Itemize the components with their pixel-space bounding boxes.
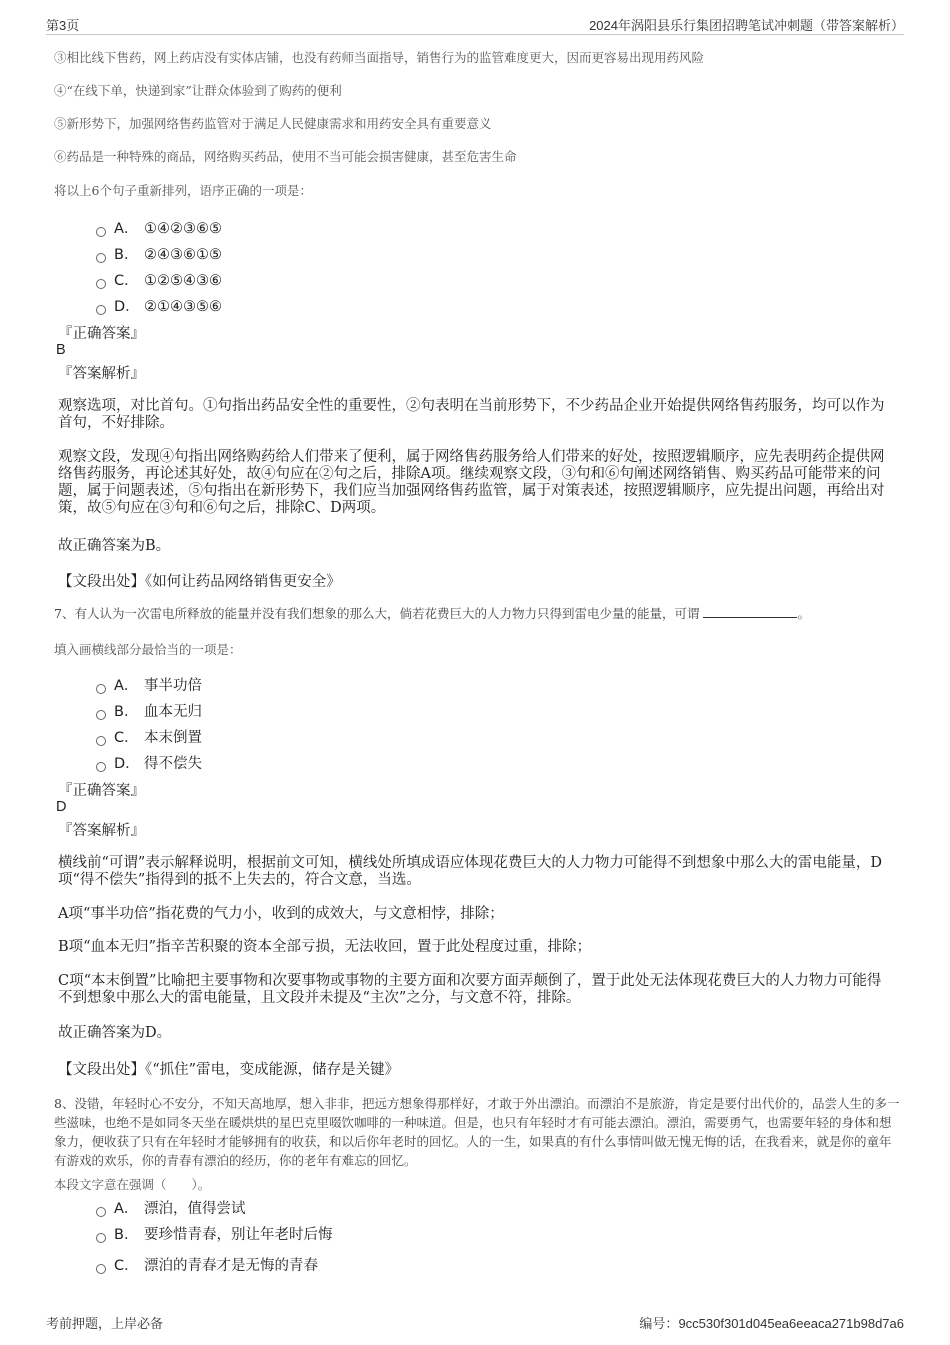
option-d[interactable]: D． ②①④③⑤⑥ xyxy=(96,295,222,316)
question-7-stem: 7、有人认为一次雷电所释放的能量并没有我们想象的那么大，倘若花费巨大的人力物力只得到雷电少量的能量，可谓 。 xyxy=(54,606,810,621)
analysis-paragraph: 观察文段，发现④句指出网络购药给人们带来了便利，属于网络售药服务给人们带来的好处，按照逻辑顺序，应先表明药企提供网络售药服务，再论述其好处，故④句应在②句之后，排除A项。继续观察文段，③句和⑥句阐述网络销售、购买药品可能带来的问题，属于问题表述，⑤句指出在新形势下，我们应当加强网络售药监管，属于对策表述，按照逻辑顺序，应先提出问题，再给出对策，故⑤句应在③句和⑥句之后，排除C、D两项。 xyxy=(58,449,885,516)
radio-icon[interactable] xyxy=(96,1264,106,1274)
fill-blank xyxy=(703,605,797,618)
radio-icon[interactable] xyxy=(96,1233,106,1243)
analysis-conclusion: 故正确答案为B。 xyxy=(58,538,171,554)
answer-label: 『正确答案』 xyxy=(58,783,145,799)
option-c[interactable]: C． 漂泊的青春才是无悔的青春 xyxy=(96,1254,318,1275)
radio-icon[interactable] xyxy=(96,253,106,263)
option-d[interactable]: D． 得不偿失 xyxy=(96,752,202,773)
footer-slogan: 考前押题，上岸必备 xyxy=(46,1317,164,1332)
radio-icon[interactable] xyxy=(96,1207,106,1217)
radio-icon[interactable] xyxy=(96,736,106,746)
document-code: 编号：9cc530f301d045ea6eeaca271b98d7a6 xyxy=(639,1316,904,1332)
radio-icon[interactable] xyxy=(96,279,106,289)
analysis-label: 『答案解析』 xyxy=(58,823,145,839)
sentence-3: ③相比线下售药，网上药店没有实体店铺，也没有药师当面指导，销售行为的监管难度更大，因而更容易出现用药风险 xyxy=(54,50,705,65)
analysis-paragraph: A项“事半功倍”指花费的气力小，收到的成效大，与文意相悖，排除； xyxy=(58,906,504,922)
question-prompt: 本段文字意在强调（ ）。 xyxy=(54,1177,211,1192)
page-footer xyxy=(46,1313,904,1333)
option-c[interactable]: C． 本末倒置 xyxy=(96,726,202,747)
passage-source: 【文段出处】《如何让药品网络销售更安全》 xyxy=(58,574,341,590)
radio-icon[interactable] xyxy=(96,762,106,772)
option-a[interactable]: A． 事半功倍 xyxy=(96,674,202,695)
analysis-paragraph: B项“血本无归”指辛苦积聚的资本全部亏损，无法收回，置于此处程度过重，排除； xyxy=(58,939,591,955)
option-a[interactable]: A． ①④②③⑥⑤ xyxy=(96,217,222,238)
page-number: 第3页 xyxy=(46,18,80,33)
option-b[interactable]: B． 血本无归 xyxy=(96,700,202,721)
analysis-paragraph: 观察选项，对比首句。①句指出药品安全性的重要性，②句表明在当前形势下，不少药品企业开始提供网络售药服务，均可以作为首句，不好排除。 xyxy=(58,398,885,431)
option-c[interactable]: C． ①②⑤④③⑥ xyxy=(96,269,222,290)
option-b[interactable]: B． 要珍惜青春，别让年老时后悔 xyxy=(96,1223,333,1244)
answer-label: 『正确答案』 xyxy=(58,326,145,342)
sentence-6: ⑥药品是一种特殊的商品，网络购买药品，使用不当可能会损害健康，甚至危害生命 xyxy=(54,149,517,164)
option-a[interactable]: A． 漂泊，值得尝试 xyxy=(96,1197,246,1218)
radio-icon[interactable] xyxy=(96,227,106,237)
document-title: 2024年涡阳县乐行集团招聘笔试冲刺题（带答案解析） xyxy=(589,18,904,33)
analysis-paragraph: 横线前“可谓”表示解释说明，根据前文可知，横线处所填成语应体现花费巨大的人力物力可能得不到想象中那么大的雷电能量，D项“得不偿失”指得到的抵不上失去的，符合文意，当选。 xyxy=(58,855,882,888)
answer-value: D xyxy=(56,799,67,815)
question-8-stem: 8、没错，年轻时心不安分，不知天高地厚，想入非非，把远方想象得那样好，才敢于外出漂泊。而漂泊不是旅游，肯定是要付出代价的，品尝人生的多一些滋味，也绝不是如同冬天坐在暖烘烘的星巴克里啜饮咖啡的一种味道。但是，也只有年轻时才有可能去漂泊。漂泊，需要勇气，也需要年轻的身体和想象力，便收获了只有在年轻时才能够拥有的收获，和以后你年老时的回忆。人的一生，如果真的有什么事情叫做无愧无悔的话，在我看来，就是你的童年有游戏的欢乐，你的青春有漂泊的经历，你的老年有难忘的回忆。 xyxy=(54,1096,900,1168)
radio-icon[interactable] xyxy=(96,684,106,694)
sentence-4: ④“在线下单，快递到家”让群众体验到了购药的便利 xyxy=(54,83,342,98)
analysis-paragraph: C项“本末倒置”比喻把主要事物和次要事物或事物的主要方面和次要方面弄颠倒了，置于此处无法体现花费巨大的人力物力可能得不到想象中那么大的雷电能量，且文段并未提及“主次”之分，与文意不符，排除。 xyxy=(58,973,882,1006)
radio-icon[interactable] xyxy=(96,710,106,720)
passage-source: 【文段出处】《“抓住”雷电，变成能源，储存是关键》 xyxy=(58,1062,400,1078)
sentence-5: ⑤新形势下，加强网络售药监管对于满足人民健康需求和用药安全具有重要意义 xyxy=(54,116,492,131)
radio-icon[interactable] xyxy=(96,305,106,315)
analysis-conclusion: 故正确答案为D。 xyxy=(58,1025,172,1041)
answer-value: B xyxy=(56,342,66,358)
question-prompt: 将以上6个句子重新排列，语序正确的一项是： xyxy=(54,183,312,198)
analysis-label: 『答案解析』 xyxy=(58,366,145,382)
question-prompt: 填入画横线部分最恰当的一项是： xyxy=(54,642,242,657)
page-header xyxy=(46,12,904,35)
option-b[interactable]: B． ②④③⑥①⑤ xyxy=(96,243,222,264)
